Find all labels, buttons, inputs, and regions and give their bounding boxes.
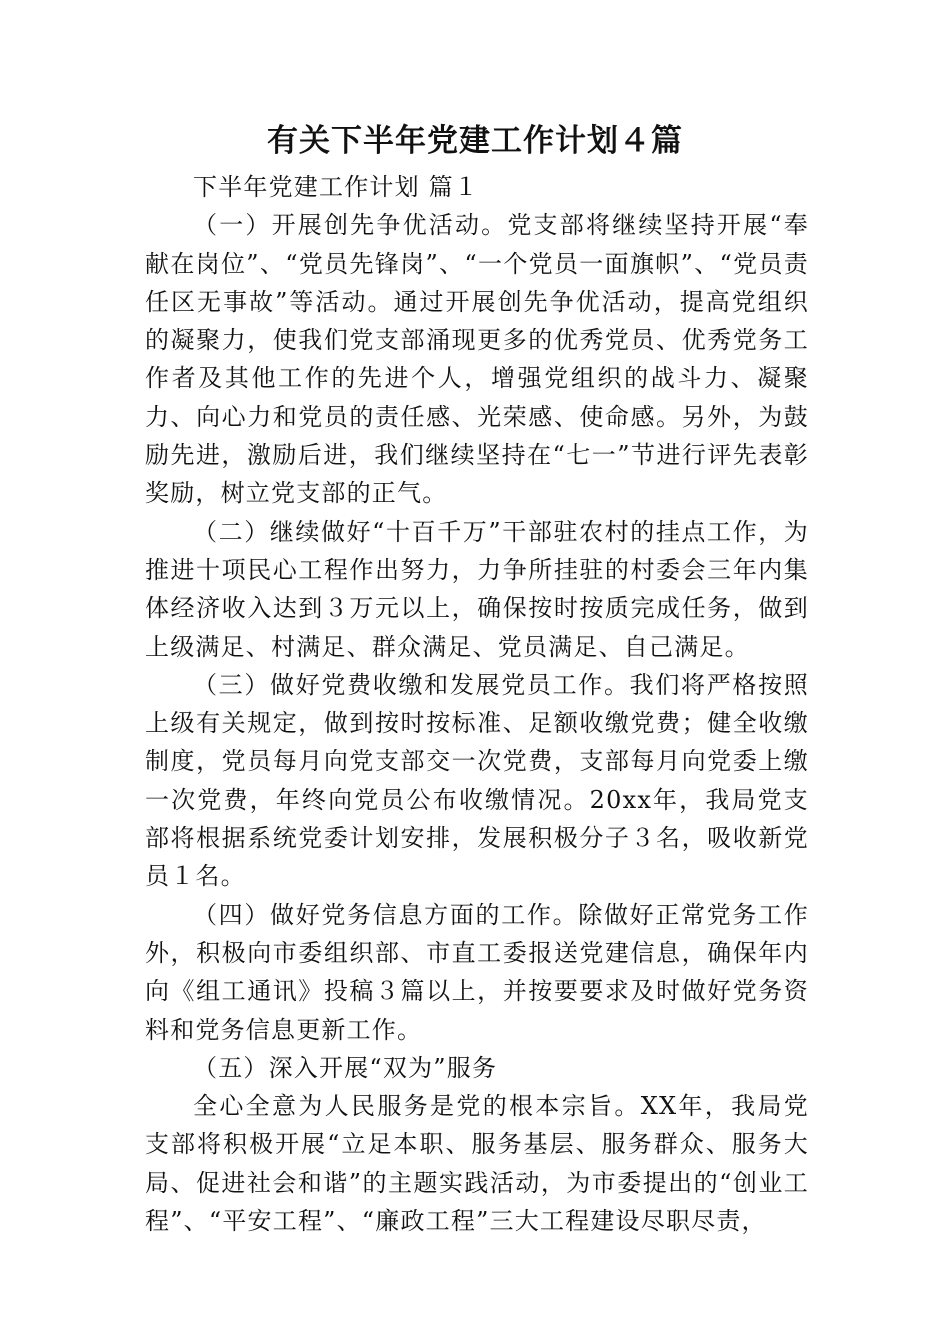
document-title: 有关下半年党建工作计划４篇 xyxy=(267,123,683,159)
paragraph-2: （二）继续做好“十百千万”干部驻农村的挂点工作，为推进十项民心工程作出努力，力争所挂驻的村委会三年内集体经济收入达到３万元以上，确保按时按质完成任务，做到上级满足、村满足、群众满足、党员满足、自己满足。 xyxy=(145,517,809,661)
paragraph-3: （三）做好党费收缴和发展党员工作。我们将严格按照上级有关规定，做到按时按标准、足额收缴党费；健全收缴制度，党员每月向党支部交一次党费，支部每月向党委上缴一次党费，年终向党员公布收缴情况。20xx年，我局党支部将根据系统党委计划安排，发展积极分子３名，吸收新党员１名。 xyxy=(145,670,809,891)
paragraph-6: 全心全意为人民服务是党的根本宗旨。XX年，我局党支部将积极开展“立足本职、服务基层、服务群众、服务大局、促进社会和谐”的主题实践活动，为市委提出的“创业工程”、“平安工程”、“廉政工程”三大工程建设尽职尽责， xyxy=(145,1092,809,1236)
document-body xyxy=(145,168,809,1240)
paragraph-1: （一）开展创先争优活动。党支部将继续坚持开展“奉献在岗位”、“党员先锋岗”、“一个党员一面旗帜”、“党员责任区无事故”等活动。通过开展创先争优活动，提高党组织的凝聚力，使我们党支部涌现更多的优秀党员、优秀党务工作者及其他工作的先进个人，增强党组织的战斗力、凝聚力、向心力和党员的责任感、光荣感、使命感。另外，为鼓励先进，激励后进，我们继续坚持在“七一”节进行评先表彰奖励，树立党支部的正气。 xyxy=(145,211,809,508)
paragraph-5-heading: （五）深入开展“双为”服务 xyxy=(193,1053,498,1082)
paragraph-4: （四）做好党务信息方面的工作。除做好正常党务工作外，积极向市委组织部、市直工委报送党建信息，确保年内向《组工通讯》投稿３篇以上，并按要要求及时做好党务资料和党务信息更新工作。 xyxy=(145,900,809,1044)
section-heading: 下半年党建工作计划 篇１ xyxy=(193,173,480,201)
